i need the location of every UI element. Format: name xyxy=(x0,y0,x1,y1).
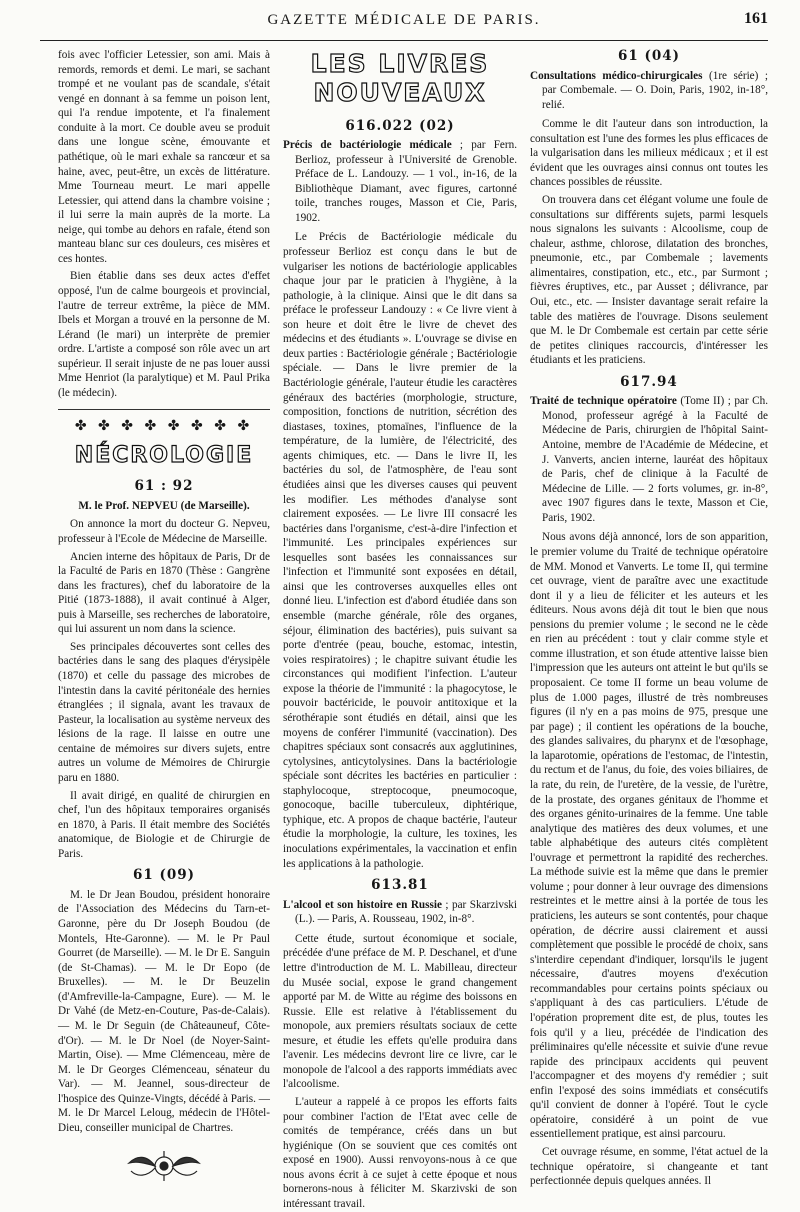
book-title: Traité de technique opératoire xyxy=(530,395,677,408)
entry-number: 61 (09) xyxy=(132,867,196,884)
entry-number: 61 : 92 xyxy=(134,478,194,495)
review-paragraph: Comme le dit l'auteur dans son introduction, la consultation est l'une des formes les plus efficaces de la vulgarisation dans les milieux médicaux ; et il est évident que les ouvrages ainsi connus ont toutes les chances possibles de réussite. xyxy=(530,118,768,189)
entry-number: 617.94 xyxy=(620,373,678,390)
column-left xyxy=(58,48,270,1134)
section-title-line: NOUVEAUX xyxy=(313,77,487,107)
theatre-review-paragraph: fois avec l'officier Letessier, son ami. Mais à remords, remords et demi. Le mari, se sachant trompé et ne voulant pas de scandale, s'était vengé en donnant à sa femme un poison lent, qui l'a rendue impotente, et l'a finalement conduite à la mort. Ce double aveu se produit dans une longue scène, émouvante et pathétique, où le mari exhale sa rancœur et sa haine, avec, peut-être, un excès de littérature. Mme Tourneau meurt. Le mari appelle Letessier, qui attend dans la chambre voisine ; il lui serre la main auprès de la morte. La neige, qui tombe au dehors en rafale, étend son manteau blanc sur ces douleurs, ces misères et ces hontes. xyxy=(58,49,270,265)
obituary-paragraph: Ancien interne des hôpitaux de Paris, Dr de la Faculté de Paris en 1870 (Thèse : Gangrène dans les fractures), chef du laboratoire de la Pitié (1873-1888), il avait continué à Alger, puis à Marseille, ses recherches de laboratoire, qui lui assurent un nom dans la science. xyxy=(58,550,270,636)
book-details: (1re série) ; par Combemale. — O. Doin, Paris, 1902, in-18°, relié. xyxy=(542,69,769,111)
book-reference xyxy=(283,138,517,225)
book-reference xyxy=(530,69,768,113)
review-paragraph: Nous avons déjà annoncé, lors de son apparition, le premier volume du Traité de technique opératoire de MM. Monod et Vanverts. Le tome II, qui termine cet ouvrage, vient de paraître avec une exactitude dont il y a lieu de féliciter et les auteurs et les éditeurs. Nous avons déjà dit tout le bien que nous pensions du premier volume ; le second ne le cède en rien au précédent : tout y clair comme style et comme illustration, et son étude attentive laisse bien l'impression que les auteurs ont atteint le but qu'ils se proposaient. Ce tome II forme un beau volume de plus de 1.000 pages, illustré de très nombreuses figures (il n'y en a pas moins de 975, presque une par page) ; il contient les opérations de la bouche, des glandes salivaires, du pharynx et de l'œsophage, la laparotomie, opérations de l'estomac, de l'intestin, du rectum et de l'anus, du foie, des voies biliaires, de la rate, du rein, de l'uretère, de la vessie, de l'urètre, de la prostate, des organes génitaux de l'homme et des organes génito-urinaires de la femme. Une table analytique des matières des deux volumes, et une table alphabétique des auteurs cités complètent l'ouvrage et permettront la rapidité des recherches. La méthode suivie est la même que dans le premier volume ; pour donner à leur ouvrage des dimensions restreintes et le mettre ainsi à la portée de tous les praticiens, les auteurs se sont contentés, pour chaque opération, de décrire aussi clairement et aussi complètement que possible le procédé de choix, sans s'interdire cependant d'indiquer, lorsqu'ils le jugent nécessaire, d'autres moyens d'exécution recommandables pour certains points spéciaux ou s'appliquant à des cas particuliers. L'étude de l'opération proprement dite est, de plus, toutes les fois qu'il y a lieu, précédée de l'indication des préliminaires qu'elle nécessite et suivie d'une revue rapide des principaux accidents qui peuvent l'accompagner et des moyens d'y remédier ; suit enfin l'exposé des soins immédiats et consécutifs qu'il convient de donner à l'opéré. Tout le cycle opératoire, considéré à un point de vue essentiellement pratique, est ainsi parcouru. xyxy=(530,531,768,1141)
column-right xyxy=(530,48,769,1188)
review-paragraph: L'auteur a rappelé à ce propos les efforts faits pour combiner l'action de l'Etat avec celle de comités de tempérance, créés dans un but hygiénique (On se souvient que ces comités ont exposé en 1900). Aussi renvoyons-nous à ce que nous avons écrit à ce sujet à cette époque et nous bornerons-nous à féliciter M. Skarzivski de son intéressant travail. xyxy=(283,1096,517,1210)
book-title: Précis de bactériologie médicale xyxy=(283,139,452,152)
page-number: 161 xyxy=(744,10,768,27)
obituary-list-paragraph: M. le Dr Jean Boudou, président honoraire de l'Association des Médecins du Tarn-et-Garonne, père du Dr Joseph Boudou (de Montels, Hte-Garonne). — M. le Pr Paul Gourret (de Marseille). — M. le Dr E. Sanguin (de St-Chamas). — M. le Dr Eopo (de Bruxelles). — M. le Dr Beuzelin (d'Amfreville-la-Campagne, Eure). — M. le Dr Vahé (de Metz-en-Couture, Pas-de-Calais). — M. le Dr Seguin (de Châteauneuf, Côte-d'Or). — M. le Dr Noel (de Noyer-Saint-Martin, Oise). — Mme Clémenceau, mère de M. le Dr Georges Clémenceau, sénateur du Var). — M. Jeannel, sous-directeur de l'hospice des Quinze-Vingts, décédé à Paris. — M. le Dr Marcel Leloug, médecin de l'Hôtel-Dieu, conseiller municipal de Chartres. xyxy=(58,888,270,1134)
entry-heading: M. le Prof. NEPVEU (de Marseille). xyxy=(78,499,250,512)
book-reference xyxy=(283,898,517,927)
floral-vignette-icon xyxy=(119,1149,209,1183)
review-paragraph: Le Précis de Bactériologie médicale du professeur Berlioz est conçu dans le but de vulgariser les notions de bactériologie applicables chaque jour par le praticien à l'hygiène, à la pathologie, à la clinique. Ainsi que le dit dans sa préface le professeur Landouzy : « Ce livre vient à son heure et doit être le livre de chevet des médecins et des étudiants ». L'ouvrage se divise en deux parties : Bactériologie générale ; Bactériologie spéciale. — Dans le livre premier de la Bactériologie générale, l'auteur étudie les caractères généraux des bactéries (morphologie, structure, composition, fonctions de nutrition, sécrétion des diastases, toxines, ptomaïnes, l'influence de la température, de la lumière, de l'électricité, des agents chimiques, etc. — Dans le livre II, les bactéries du sol, de l'atmosphère, de l'eau sont étudiées ainsi que les diverses causes qui peuvent les modifier. Les méthodes d'analyse sont clairement exposées. — Le livre III consacré les bactéries dans l'organisme, c'est-à-dire l'infection et l'immunité. Les principales expériences sur lesquelles sont basées les connaissances sur l'infection et l'immunité sont exposées en détail, ainsi que les controverses auxquelles elles ont donné lieu. L'infection est d'abord étudiée dans son ensemble (marche générale, rôle des organes, séjour, élimination des bactéries), puis suivant sa porte d'entrée (peau, bouche, estomac, intestin, voies respiratoires) ; le chapitre suivant étudie les circonstances qui modifient l'infection. L'auteur expose la théorie de l'immunité : la phagocytose, le pouvoir bactéricide, le pouvoir antitoxique et la sérothérapie sont étudiés en détail, ainsi que les moyens de conférer l'immunité (vaccination). Des chapitres spéciaux sont consacrés aux agglutinines, cytolysines, anticytolysines. Dans la bactériologie spéciale sont décrites les bactéries en particulier : staphylocoque, streptocoque, pneumocoque, gonocoque, bacille tuberculeux, diphtérique, typhique, etc. A propos de chaque bactérie, l'auteur étudie la morphologie, la culture, les toxines, les inoculations expérimentales, la vaccination et enfin les applications à la pathologie. xyxy=(283,231,517,870)
book-title: Consultations médico-chirurgicales xyxy=(530,69,703,82)
entry-number: 61 (04) xyxy=(617,48,681,64)
entry-number: 616.022 (02) xyxy=(345,117,455,134)
review-paragraph: On trouvera dans cet élégant volume une foule de consultations sur différents sujets, parmi lesquels nous signalons les suivants : Alcoolisme, coup de chaleur, asthme, chlorose, dilatation des bronches, pneumonie, etc., par Combemale ; lavements alimentaires, constipation, etc., etc., par Surmont ; fièvres éruptives, etc., par Ausset ; délivrance, par Oui, etc., etc. — Insister davantage serait refaire la table des matières de l'ouvrage. Disons seulement que M. le Dr Combemale est certain par cette série de petites cliniques raccourcis, d'intéresser les étudiants et les praticiens. xyxy=(530,194,768,367)
obituary-paragraph: Il avait dirigé, en qualité de chirurgien en chef, l'un des hôpitaux temporaires organisés en 1870, à Paris. Il était membre des Sociétés anatomique, de Biologie et de Chirurgie de Paris. xyxy=(58,789,270,860)
ornament-divider-icon: ✤ ✤ ✤ ✤ ✤ ✤ ✤ ✤ xyxy=(74,418,254,434)
journal-title: GAZETTE MÉDICALE DE PARIS. xyxy=(267,12,541,28)
book-details: ; par Fern. Berlioz, professeur à l'Université de Grenoble. Préface de L. Landouzy. — 1 vol., in-16, de la Bibliothèque Diamant, avec figures, cartonné toile, tranches rouges, Masson et Cie, Paris, 1902. xyxy=(295,139,518,224)
entry-number: 613.81 xyxy=(371,877,429,894)
section-title-necrologie: NÉCROLOGIE xyxy=(74,442,254,468)
divider xyxy=(58,409,270,410)
obituary-paragraph: On annonce la mort du docteur G. Nepveu, professeur à l'Ecole de Médecine de Marseille. xyxy=(58,518,270,545)
book-reference xyxy=(530,394,768,525)
column-middle xyxy=(283,48,518,1210)
section-title-livres-nouveaux xyxy=(283,50,517,108)
book-details: (Tome II) ; par Ch. Monod, professeur agrégé à la Faculté de Médecine de Paris, chirurgien de l'hôpital Saint-Antoine, membre de l'Académie de Médecine, et J. Vanverts, ancien interne, lauréat des hôpitaux de Paris, chef de clinique à la Faculté de Médecine de Lille. — 2 forts volumes, gr. in-8°, avec 1907 figures dans le texte, Masson et Cie, Paris, 1902. xyxy=(542,395,768,524)
book-details: ; par Skarzivski (L.). — Paris, A. Rousseau, 1902, in-8°. xyxy=(295,898,517,926)
obituary-paragraph: Ses principales découvertes sont celles des bactéries dans le sang des plaques d'érysipèle (1870) et celle du passage des microbes de l'intestin dans la cavité péritonéale des hernies étranglées ; il signala, avant les travaux de Pasteur, la localisation au système nerveux des lésions de la rage. Il laisse en outre une centaine de mémoires sur divers sujets, entre autres un volume de Mémoires de Chirurgie paru en 1880. xyxy=(58,640,270,784)
review-paragraph: Cet ouvrage résume, en somme, l'état actuel de la technique opératoire, si changeante et tant perfectionnée depuis quelques années. Il xyxy=(530,1146,768,1188)
page-header xyxy=(40,6,768,41)
section-title-line: LES LIVRES xyxy=(310,49,490,78)
theatre-review-paragraph: Bien établie dans ses deux actes d'effet opposé, l'un de calme bourgeois et provincial, l'autre de terreur extrême, la pièce de MM. Ibels et Morgan a trouvé en la personne de M. Lérand (le mari) un interprète de premier ordre. L'artiste a composé son rôle avec un art supérieur. Il serait injuste de ne pas louer aussi Mme Henriot (la paralytique) et M. Paul Prika (le médecin). xyxy=(58,270,270,399)
book-title: L'alcool et son histoire en Russie xyxy=(283,898,442,911)
review-paragraph: Cette étude, surtout économique et sociale, précédée d'une préface de M. P. Deschanel, et d'une lettre d'introduction de M. L. Mabilleau, directeur du Musée social, expose le grand changement apporté par M. de Witte au régime des boissons en Russie. Elle est relative à l'établissement du monopole, aux premiers résultats sociaux de cette mesure, et étudie les effets qu'elle produira dans l'avenir. Les médecins devront lire ce livre, car le monopole de l'alcool a des rapports immédiats avec l'alcoolisme. xyxy=(283,932,517,1091)
